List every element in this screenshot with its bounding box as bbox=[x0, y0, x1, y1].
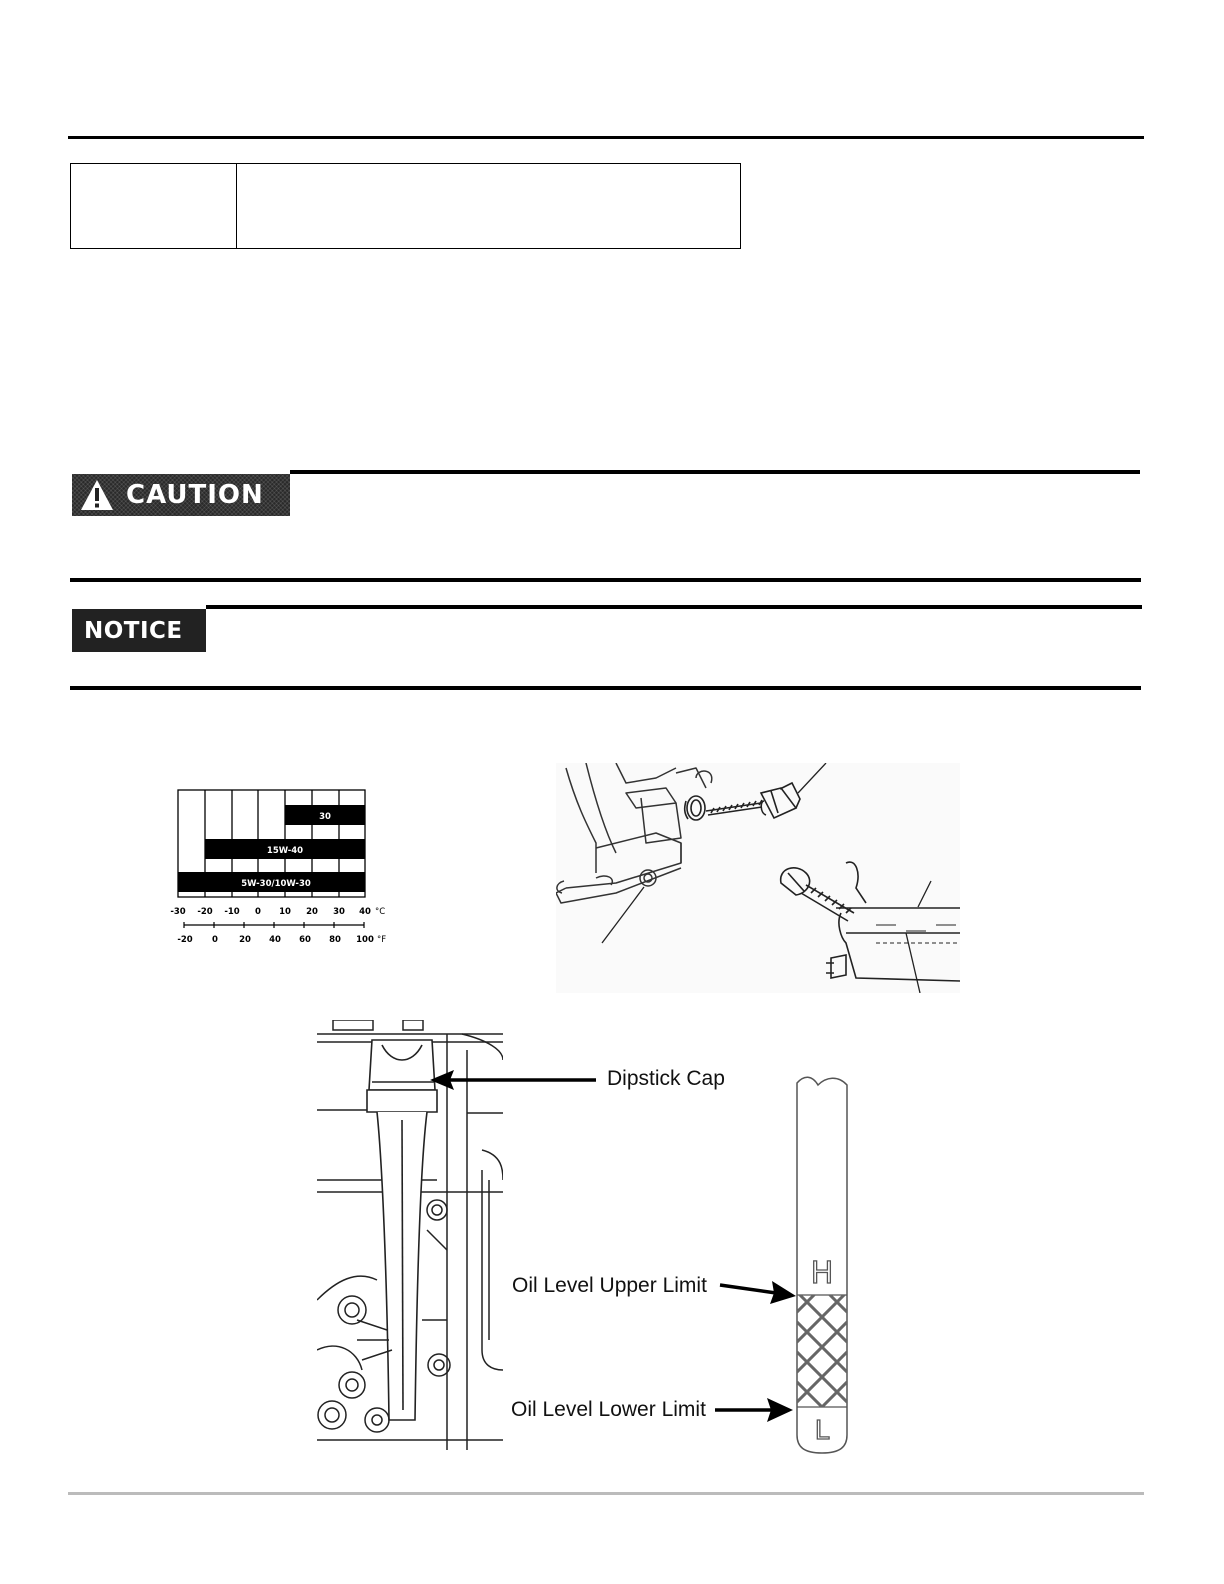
band-label: 30 bbox=[319, 812, 331, 822]
fahrenheit-tick: -20 bbox=[177, 935, 193, 945]
fahrenheit-tick: 100 bbox=[356, 935, 374, 945]
oil-level-upper-label: Oil Level Upper Limit bbox=[512, 1274, 707, 1297]
spec-table bbox=[70, 163, 741, 249]
dipstick-cap-arrow bbox=[428, 1068, 598, 1092]
fahrenheit-unit: °F bbox=[377, 935, 387, 945]
fahrenheit-tick: 0 bbox=[212, 935, 218, 945]
band-label: 5W-30/10W-30 bbox=[241, 879, 311, 889]
footer-rule bbox=[68, 1492, 1144, 1495]
low-mark: L bbox=[814, 1416, 830, 1446]
oil-viscosity-chart bbox=[166, 785, 396, 955]
celsius-tick: -30 bbox=[170, 907, 186, 917]
upper-limit-arrow bbox=[718, 1277, 798, 1307]
notice-bottom-rule bbox=[70, 686, 1141, 690]
caution-top-rule bbox=[290, 470, 1140, 474]
celsius-tick: 10 bbox=[279, 907, 291, 917]
fahrenheit-tick: 20 bbox=[239, 935, 251, 945]
celsius-tick: 30 bbox=[333, 907, 345, 917]
caution-banner bbox=[72, 474, 290, 516]
notice-label: NOTICE bbox=[84, 617, 183, 644]
celsius-tick: -20 bbox=[197, 907, 213, 917]
celsius-tick: 20 bbox=[306, 907, 318, 917]
header-rule bbox=[68, 136, 1144, 139]
celsius-unit: °C bbox=[375, 907, 386, 917]
notice-top-rule bbox=[206, 605, 1142, 609]
celsius-tick: 0 bbox=[255, 907, 261, 917]
notice-banner bbox=[72, 609, 206, 652]
lower-limit-arrow bbox=[713, 1396, 795, 1424]
high-mark: H bbox=[810, 1256, 834, 1291]
dipstick-cap-label: Dipstick Cap bbox=[607, 1067, 725, 1090]
dipstick-tube-drawing bbox=[367, 1040, 437, 1420]
warning-triangle-icon bbox=[80, 479, 114, 511]
caution-label: CAUTION bbox=[126, 480, 264, 510]
fahrenheit-tick: 40 bbox=[269, 935, 281, 945]
celsius-tick: -10 bbox=[224, 907, 240, 917]
oil-level-lower-label: Oil Level Lower Limit bbox=[511, 1398, 706, 1421]
dipstick-level-illustration bbox=[790, 1075, 854, 1455]
spec-table-divider bbox=[236, 164, 237, 248]
band-label: 15W-40 bbox=[266, 846, 304, 856]
oil-fill-drain-illustration bbox=[556, 763, 960, 993]
celsius-tick: 40 bbox=[359, 907, 371, 917]
fahrenheit-tick: 60 bbox=[299, 935, 311, 945]
fahrenheit-tick: 80 bbox=[329, 935, 341, 945]
caution-bottom-rule bbox=[70, 578, 1141, 582]
fahrenheit-axis bbox=[184, 922, 364, 928]
